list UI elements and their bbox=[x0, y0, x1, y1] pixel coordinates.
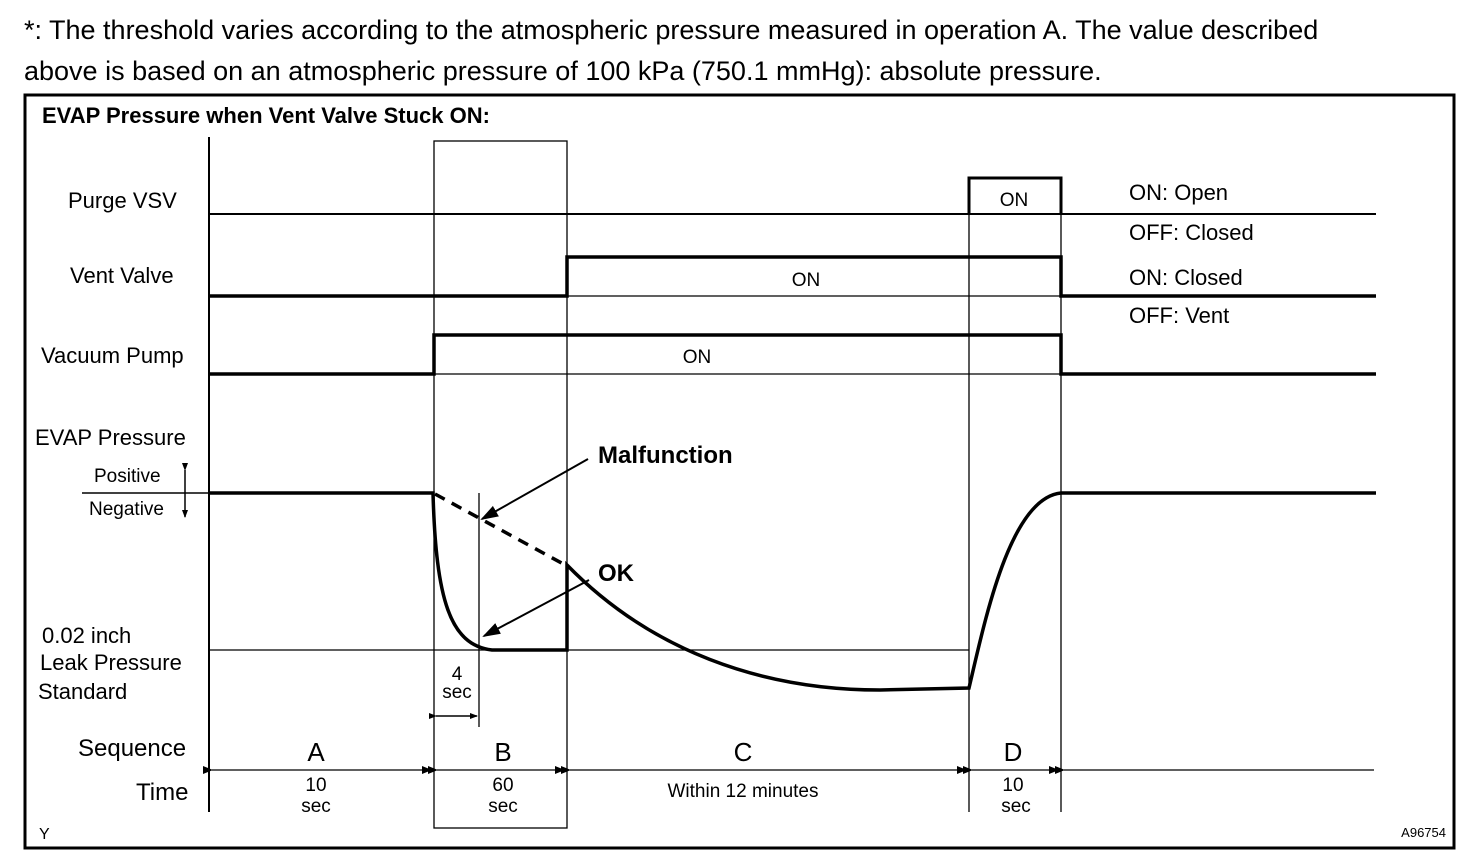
leak-label-3: Standard bbox=[38, 679, 128, 704]
sequence-b-box bbox=[434, 141, 567, 828]
vacuum-pump-label: Vacuum Pump bbox=[41, 343, 184, 368]
pump-on-label: ON bbox=[682, 347, 712, 368]
legend-purge-on: ON: Open bbox=[1129, 180, 1229, 205]
malfunction-dashed-trace bbox=[435, 494, 567, 566]
purge-vsv-label: Purge VSV bbox=[68, 188, 177, 213]
vent-valve-label: Vent Valve bbox=[70, 263, 174, 288]
diagram-frame bbox=[25, 95, 1454, 848]
time-label: Time bbox=[136, 779, 189, 806]
sequence-label: Sequence bbox=[78, 735, 187, 762]
malfunction-label: Malfunction bbox=[598, 442, 733, 469]
sequence-a-label: A bbox=[307, 737, 325, 767]
footnote-line-2: above is based on an atmospheric pressure of 100 kPa (750.1 mmHg): absolute pressure. bbox=[24, 56, 1102, 86]
ok-label: OK bbox=[598, 560, 634, 587]
sequence-c-time-1: Within 12 minutes bbox=[667, 781, 819, 802]
footnote-line-1: *: The threshold varies according to the atmospheric pressure measured in operation A. The value described bbox=[24, 15, 1319, 45]
corner-mark-left: Y bbox=[39, 826, 50, 843]
sequence-d-time-2: sec bbox=[1001, 796, 1031, 817]
legend-vent-on: ON: Closed bbox=[1129, 265, 1243, 290]
ok-arrow bbox=[484, 580, 589, 636]
negative-label: Negative bbox=[89, 499, 164, 520]
evap-pressure-label: EVAP Pressure bbox=[35, 425, 186, 450]
pump-waveform bbox=[209, 335, 1376, 374]
sequence-a-time-1: 10 bbox=[305, 775, 327, 796]
sequence-d-time-1: 10 bbox=[1002, 775, 1024, 796]
malfunction-arrow bbox=[482, 459, 588, 519]
sequence-a-time-2: sec bbox=[301, 796, 331, 817]
sequence-b-time-2: sec bbox=[488, 796, 518, 817]
sequence-b-time-1: 60 bbox=[492, 775, 514, 796]
purge-on-label: ON bbox=[999, 190, 1029, 211]
sequence-d-label: D bbox=[1003, 737, 1023, 767]
sequence-c-label: C bbox=[733, 737, 753, 767]
positive-label: Positive bbox=[94, 466, 161, 487]
sequence-b-label: B bbox=[494, 737, 512, 767]
leak-label-1: 0.02 inch bbox=[42, 623, 132, 648]
four-sec-number: 4 bbox=[451, 664, 463, 685]
legend-vent-off: OFF: Vent bbox=[1129, 303, 1230, 328]
leak-label-2: Leak Pressure bbox=[40, 650, 182, 675]
four-sec-unit: sec bbox=[442, 682, 472, 703]
evap-pressure-trace bbox=[209, 493, 1376, 690]
legend-purge-off: OFF: Closed bbox=[1129, 220, 1254, 245]
diagram-title: EVAP Pressure when Vent Valve Stuck ON: bbox=[42, 103, 490, 128]
figure-id: A96754 bbox=[1401, 825, 1446, 840]
vent-on-label: ON bbox=[791, 270, 821, 291]
